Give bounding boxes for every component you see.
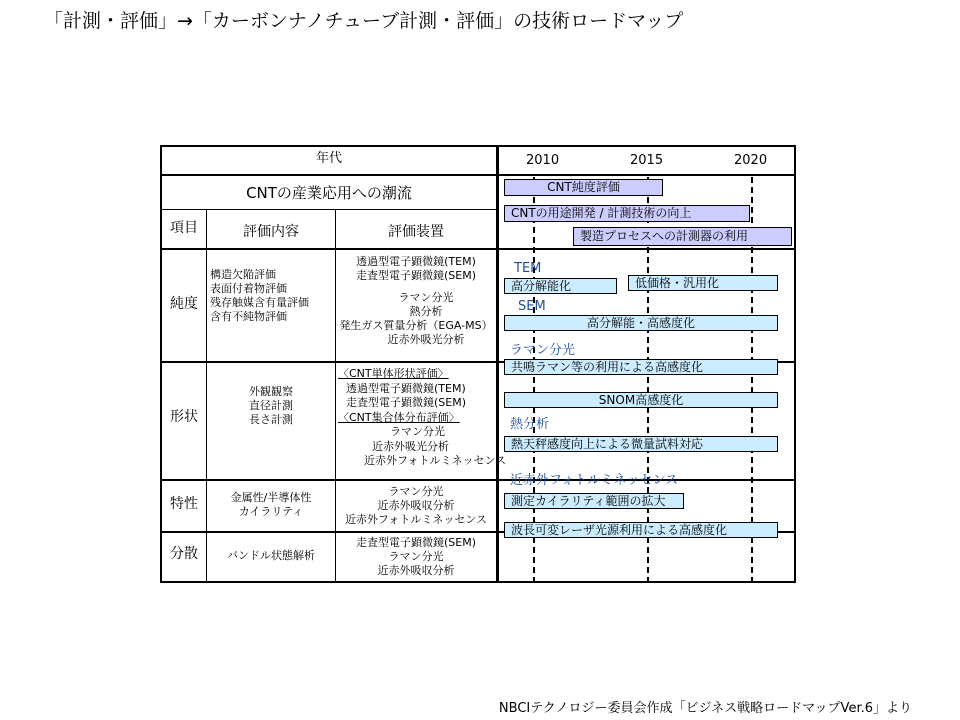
content-line: バンドル状態解析 (227, 549, 315, 562)
tech-sem-label: SEM (518, 299, 546, 314)
roadmap-table (160, 145, 796, 583)
trend-bar-process: 製造プロセスへの計測器の利用 (573, 227, 792, 246)
device-line: 近赤外吸収分析 (377, 564, 455, 577)
device-line: 発生ガス質量分析（EGA-MS） (339, 319, 493, 332)
divider-row-shape (162, 479, 794, 481)
trend-bar-application: CNTの用途開発 / 計測技術の向上 (504, 205, 750, 222)
device-line: 近赤外吸光分析 (372, 439, 449, 453)
device-line: 近赤外フォトルミネッセンス (344, 513, 488, 526)
device-line: 近赤外吸光分析 (387, 333, 465, 346)
content-line: 残存触媒含有量評価 (210, 296, 309, 309)
device-line (336, 283, 496, 291)
device-line: ラマン分光 (398, 291, 454, 304)
tech-nirpl-bar-laser: 波長可変レーザ光源利用による高感度化 (504, 522, 778, 538)
content-line: 含有不純物評価 (210, 310, 287, 323)
tech-raman-label: ラマン分光 (510, 343, 576, 358)
col-item: 項目 (170, 220, 198, 236)
device-line: 近赤外フォトルミネッセンス (364, 454, 507, 467)
tech-sem-bar: 高分解能・高感度化 (504, 315, 778, 331)
content-line: 表面付着物評価 (210, 282, 287, 295)
row-shape-item: 形状 (170, 409, 198, 425)
divider-trend (162, 209, 498, 210)
trend-label: CNTの産業応用への潮流 (246, 184, 412, 202)
device-line: ラマン分光 (388, 485, 444, 498)
year-2015: 2015 (630, 153, 664, 168)
device-line: 透過型電子顕微鏡(TEM) (346, 381, 466, 395)
col-content: 評価内容 (243, 224, 299, 240)
device-line: ラマン分光 (388, 550, 444, 563)
trend-bar-purity: CNT純度評価 (504, 179, 663, 196)
device-line: ラマン分光 (390, 425, 445, 438)
device-line: 走査型電子顕微鏡(SEM) (346, 396, 467, 409)
year-2020: 2020 (734, 153, 768, 168)
device-line: 透過型電子顕微鏡(TEM) (356, 255, 476, 268)
tech-thermal-bar: 熱天秤感度向上による微量試料対応 (504, 436, 778, 452)
page-title: 「計測・評価」→「カーボンナノチューブ計測・評価」の技術ロードマップ (44, 10, 684, 32)
year-2010: 2010 (526, 153, 560, 168)
content-line: 直径計測 (249, 399, 293, 412)
divider-colheader (162, 248, 794, 250)
device-line: 〈CNT単体形状評価〉 (338, 367, 449, 380)
tech-tem-label: TEM (514, 261, 542, 276)
row-dispersion-item: 分散 (170, 546, 198, 562)
row-dispersion-contents (207, 549, 335, 563)
content-line: 金属性/半導体性 (230, 491, 312, 504)
content-line: 外観観察 (249, 385, 293, 398)
tech-thermal-label: 熱分析 (510, 417, 550, 432)
divider-left-right (496, 147, 499, 583)
row-purity-item: 純度 (170, 296, 198, 312)
row-property-contents (207, 491, 335, 519)
row-property-devices (336, 485, 496, 527)
device-line: 近赤外吸収分析 (377, 499, 455, 512)
content-line: カイラリティ (238, 505, 304, 518)
tech-tem-bar-resolution: 高分解能化 (504, 278, 617, 294)
row-dispersion-devices (336, 536, 496, 578)
col-device: 評価装置 (388, 224, 444, 240)
device-line: 走査型電子顕微鏡(SEM) (355, 269, 476, 282)
divider-header (162, 174, 794, 176)
device-line: 〈CNT集合体分布評価〉 (338, 410, 460, 424)
row-purity-contents (210, 268, 309, 324)
source-credit: NBCIテクノロジー委員会作成「ビジネス戦略ロードマップVer.6」より (498, 701, 912, 716)
tech-raman-bar-resonance: 共鳴ラマン等の利用による高感度化 (504, 359, 778, 375)
device-line: 走査型電子顕微鏡(SEM) (355, 536, 476, 549)
header-era: 年代 (315, 151, 342, 166)
row-property-item: 特性 (170, 496, 198, 512)
row-shape-devices (338, 367, 507, 469)
content-line: 構造欠陥評価 (210, 268, 276, 281)
tech-nirpl-bar-chirality: 測定カイラリティ範囲の拡大 (504, 493, 684, 509)
row-shape-contents (207, 385, 335, 427)
device-line: 熱分析 (409, 305, 443, 318)
content-line: 長さ計測 (249, 413, 293, 426)
tech-tem-bar-lowcost: 低価格・汎用化 (628, 275, 778, 291)
row-purity-devices (336, 255, 496, 347)
tech-nirpl-label: 近赤外フォトルミネッセンス (510, 473, 678, 488)
tech-raman-bar-snom: SNOM高感度化 (504, 392, 778, 408)
